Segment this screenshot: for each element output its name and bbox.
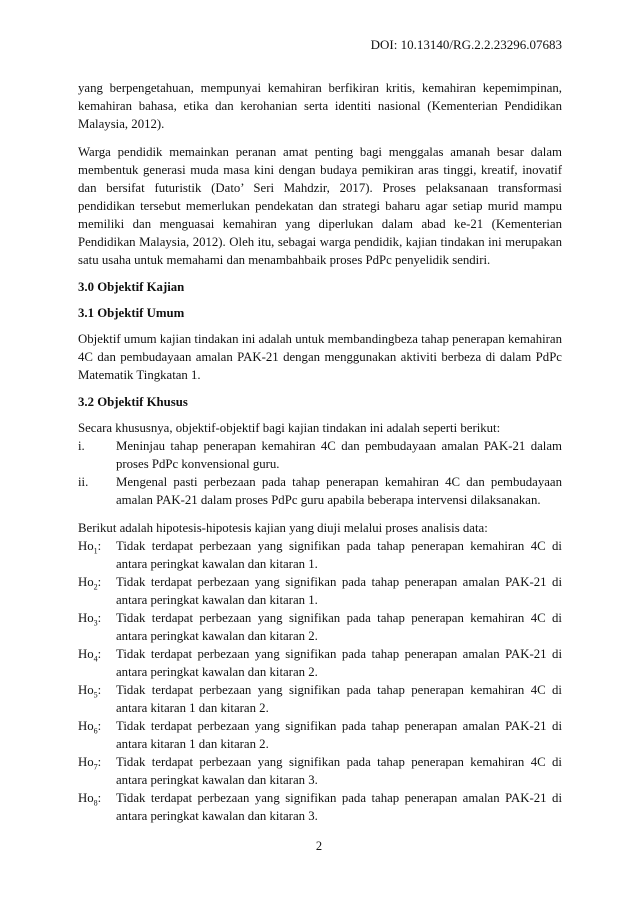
hypothesis-item xyxy=(78,609,562,645)
hypothesis-label-text: Ho xyxy=(78,791,94,805)
hypothesis-item xyxy=(78,681,562,717)
page-number: 2 xyxy=(315,839,323,853)
hypothesis-text: Tidak terdapat perbezaan yang signifikan pada tahap penerapan amalan PAK-21 di antara kitaran 1 dan kitaran 2. xyxy=(116,719,562,751)
hypothesis-item xyxy=(78,537,562,573)
list-item xyxy=(78,437,562,473)
hypothesis-label: $Ho_5$: xyxy=(78,683,102,700)
list-item xyxy=(78,473,562,509)
hypothesis-subscript: 4 xyxy=(93,654,98,664)
hypothesis-item xyxy=(78,753,562,789)
section-heading-3-0: 3.0 Objektif Kajian xyxy=(78,280,185,294)
hypotheses-list xyxy=(78,537,562,825)
hypothesis-subscript: 5 xyxy=(93,690,98,700)
hypothesis-label: $Ho_6$: xyxy=(78,719,102,736)
hypothesis-item xyxy=(78,789,562,825)
hypothesis-subscript: 1 xyxy=(93,546,98,556)
hypothesis-text: Tidak terdapat perbezaan yang signifikan pada tahap penerapan amalan PAK-21 di antara peringkat kawalan dan kitaran 3. xyxy=(116,791,562,823)
hypothesis-text: Tidak terdapat perbezaan yang signifikan pada tahap penerapan amalan PAK-21 di antara peringkat kawalan dan kitaran 1. xyxy=(116,575,562,607)
hypothesis-label: $Ho_4$: xyxy=(78,647,102,664)
page-body xyxy=(78,79,562,825)
hypothesis-item xyxy=(78,645,562,681)
hypothesis-subscript: 3 xyxy=(93,618,98,628)
hypothesis-subscript: 2 xyxy=(93,582,98,592)
hypothesis-label: $Ho_2$: xyxy=(78,575,102,592)
hypotheses-intro: Berikut adalah hipotesis-hipotesis kajian yang diuji melalui proses analisis data: xyxy=(78,521,488,535)
hypothesis-subscript: 6 xyxy=(93,726,98,736)
hypothesis-label-text: Ho xyxy=(78,539,94,553)
hypothesis-text: Tidak terdapat perbezaan yang signifikan pada tahap penerapan kemahiran 4C di antara peringkat kawalan dan kitaran 3. xyxy=(116,755,562,787)
hypothesis-label-text: Ho xyxy=(78,755,94,769)
objektif-umum-text: Objektif umum kajian tindakan ini adalah untuk membandingbeza tahap penerapan kemahiran 4C dan pembudayaan amalan PAK-21 dengan menggunakan aktiviti berbeza di dalam PdPc Matematik Tingkatan 1. xyxy=(78,332,562,382)
hypothesis-label-text: Ho xyxy=(78,611,94,625)
objektif-khusus-intro: Secara khususnya, objektif-objektif bagi kajian tindakan ini adalah seperti berikut: xyxy=(78,421,501,435)
hypothesis-label: $Ho_3$: xyxy=(78,611,102,628)
hypothesis-subscript: 8 xyxy=(93,798,98,808)
section-heading-3-2: 3.2 Objektif Khusus xyxy=(78,395,188,409)
hypothesis-label: $Ho_7$: xyxy=(78,755,102,772)
paragraph-warga-pendidik: Warga pendidik memainkan peranan amat penting bagi menggalas amanah besar dalam membentuk generasi muda masa kini dengan budaya pemikiran aras tinggi, kreatif, inovatif dan bersifat futuristik (Dato’ Seri Mahdzir, 2017). Proses pelaksanaan transformasi pendidikan tersebut memerlukan pendekatan dan strategi baharu agar setiap murid mampu memiliki dan menguasai kemahiran yang diperlukan dalam abad ke-21 (Kementerian Pendidikan Malaysia, 2012). Oleh itu, sebagai warga pendidik, kajian tindakan ini merupakan satu usaha untuk memahami dan menambahbaik proses PdPc penyelidik sendiri. xyxy=(78,145,562,267)
hypothesis-label-text: Ho xyxy=(78,575,94,589)
hypothesis-text: Tidak terdapat perbezaan yang signifikan pada tahap penerapan kemahiran 4C di antara peringkat kawalan dan kitaran 1. xyxy=(116,539,562,571)
paragraph-continuation: yang berpengetahuan, mempunyai kemahiran berfikiran kritis, kemahiran kepemimpinan, kemahiran bahasa, etika dan kerohanian serta identiti nasional (Kementerian Pendidikan Malaysia, 2012). xyxy=(78,81,562,131)
section-heading-3-1: 3.1 Objektif Umum xyxy=(78,306,185,320)
hypothesis-subscript: 7 xyxy=(93,762,98,772)
hypothesis-label-text: Ho xyxy=(78,719,94,733)
hypothesis-text: Tidak terdapat perbezaan yang signifikan pada tahap penerapan kemahiran 4C di antara peringkat kawalan dan kitaran 2. xyxy=(116,611,562,643)
hypothesis-label: $Ho_8$: xyxy=(78,791,102,808)
list-item-text: Meninjau tahap penerapan kemahiran 4C dan pembudayaan amalan PAK-21 dalam proses PdPc konvensional guru. xyxy=(116,439,562,471)
hypothesis-label: $Ho_1$: xyxy=(78,539,102,556)
hypothesis-text: Tidak terdapat perbezaan yang signifikan pada tahap penerapan amalan PAK-21 di antara peringkat kawalan dan kitaran 2. xyxy=(116,647,562,679)
doi-header: DOI: 10.13140/RG.2.2.23296.07683 xyxy=(370,37,562,52)
list-item-label: ii. xyxy=(78,475,89,489)
hypothesis-item xyxy=(78,573,562,609)
hypothesis-text: Tidak terdapat perbezaan yang signifikan pada tahap penerapan kemahiran 4C di antara kitaran 1 dan kitaran 2. xyxy=(116,683,562,715)
hypothesis-label-text: Ho xyxy=(78,683,94,697)
hypothesis-item xyxy=(78,717,562,753)
hypothesis-label-text: Ho xyxy=(78,647,94,661)
list-item-text: Mengenal pasti perbezaan pada tahap penerapan kemahiran 4C dan pembudayaan amalan PAK-21 dalam proses PdPc guru apabila beberapa intervensi dilaksanakan. xyxy=(116,475,562,507)
list-item-label: i. xyxy=(78,439,85,453)
